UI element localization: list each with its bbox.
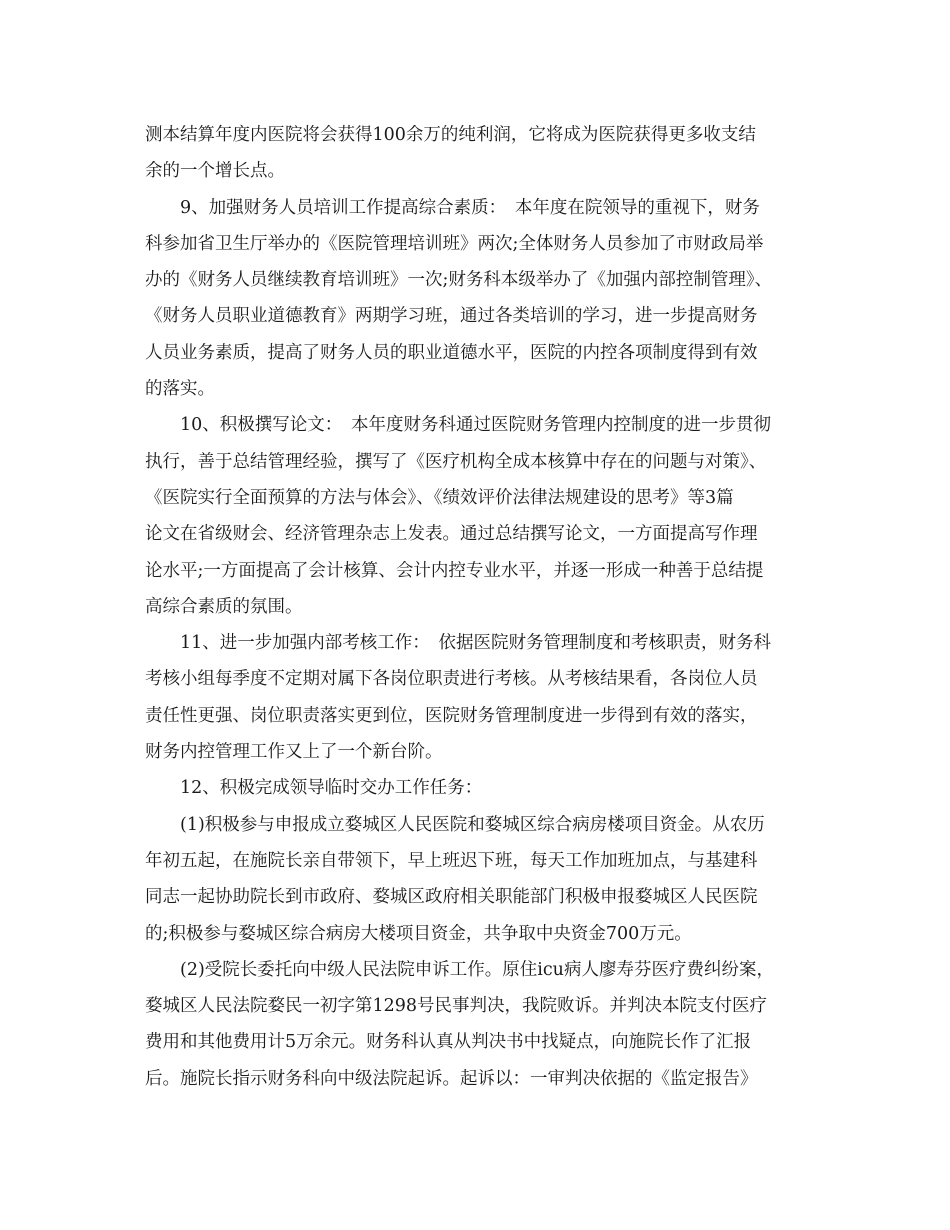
- text-line: 考核小组每季度不定期对属下各岗位职责进行考核。从考核结果看，各岗位人员: [145, 669, 758, 690]
- text-line: 12、积极完成领导临时交办工作任务：: [180, 778, 483, 799]
- text-line: 执行，善于总结管理经验，撰写了《医疗机构全成本核算中存在的问题与对策》、: [145, 451, 767, 472]
- text-line: 论水平;一方面提高了会计核算、会计内控专业水平，并逐一形成一种善于总结提: [145, 560, 764, 581]
- text-line: 责任性更强、岗位职责落实更到位，医院财务管理制度进一步得到有效的落实，: [145, 705, 758, 726]
- text-line: 人员业务素质，提高了财务人员的职业道德水平，医院的内控各项制度得到有效: [145, 342, 758, 363]
- text-line: (1)积极参与申报成立婺城区人民医院和婺城区综合病房楼项目资金。从农历: [180, 814, 765, 835]
- text-line: 同志一起协助院长到市政府、婺城区政府相关职能部门积极申报婺城区人民医院: [145, 887, 758, 908]
- text-line: 年初五起，在施院长亲自带领下，早上班迟下班，每天工作加班加点，与基建科: [145, 850, 758, 871]
- text-line: 10、积极撰写论文： 本年度财务科通过医院财务管理内控制度的进一步贯彻: [180, 415, 772, 436]
- text-line: 后。施院长指示财务科向中级法院起诉。起诉以：一审判决依据的《监定报告》: [145, 1068, 758, 1089]
- text-line: 论文在省级财会、经济管理杂志上发表。通过总结撰写论文，一方面提高写作理: [145, 524, 758, 545]
- text-line: 《财务人员职业道德教育》两期学习班，通过各类培训的学习，进一步提高财务: [145, 306, 758, 327]
- text-line: 科参加省卫生厅举办的《医院管理培训班》两次;全体财务人员参加了市财政局举: [145, 233, 764, 254]
- text-line: 高综合素质的氛围。: [145, 596, 303, 617]
- text-line: 的;积极参与婺城区综合病房大楼项目资金，共争取中央资金700万元。: [145, 923, 692, 944]
- text-line: 9、加强财务人员培训工作提高综合素质： 本年度在院领导的重视下，财务: [180, 197, 760, 218]
- text-line: (2)受院长委托向中级人民法院申诉工作。原住icu病人廖寿芬医疗费纠纷案，: [180, 959, 774, 980]
- text-line: 财务内控管理工作又上了一个新台阶。: [145, 742, 443, 763]
- text-line: 测本结算年度内医院将会获得100余万的纯利润，它将成为医院获得更多收支结: [145, 125, 756, 145]
- text-line: 的落实。: [145, 379, 215, 400]
- text-line: 《医院实行全面预算的方法与体会》、《绩效评价法律法规建设的思考》等3篇: [145, 487, 734, 508]
- text-line: 余的一个增长点。: [145, 161, 285, 182]
- text-line: 婺城区人民法院婺民一初字第1298号民事判决，我院败诉。并判决本院支付医疗: [145, 996, 768, 1017]
- body-text: [145, 117, 825, 1097]
- text-line: 办的《财务人员继续教育培训班》一次;财务科本级举办了《加强内部控制管理》、: [145, 270, 773, 291]
- text-line: 11、进一步加强内部考核工作： 依据医院财务管理制度和考核职责，财务科: [180, 633, 772, 654]
- text-line: 费用和其他费用计5万余元。财务科认真从判决书中找疑点，向施院长作了汇报: [145, 1032, 752, 1053]
